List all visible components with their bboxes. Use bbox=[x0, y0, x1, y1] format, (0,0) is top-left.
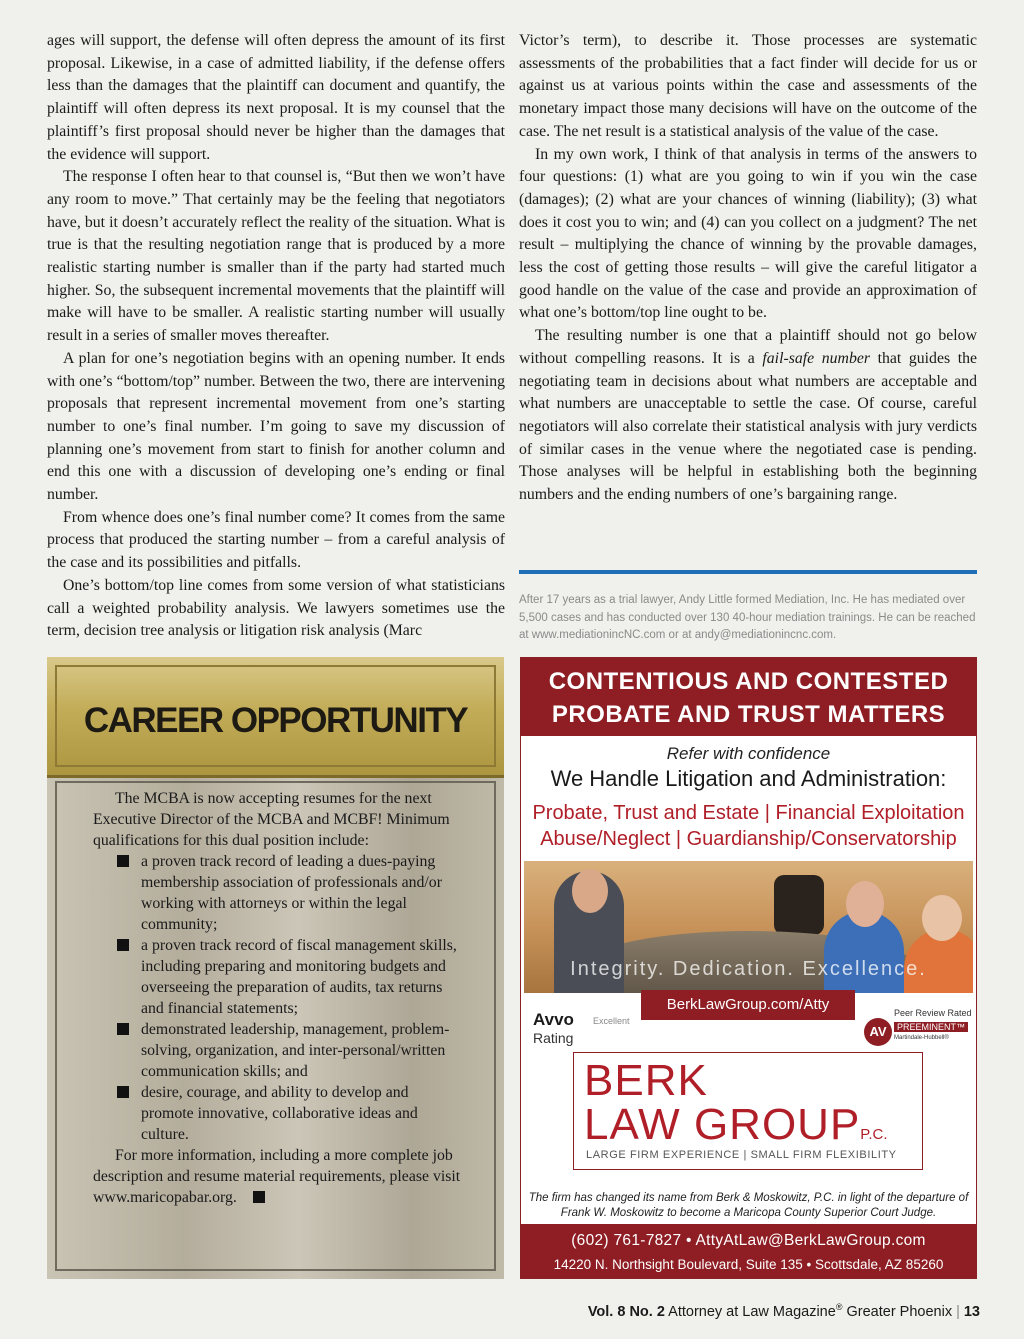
page-footer bbox=[588, 1302, 980, 1320]
martindale-label: Martindale-Hubbell® bbox=[894, 1035, 949, 1041]
article-paragraph: In my own work, I think of that analysis in terms of the answers to four questions: (1) what are you going to win if you win the case (damages); (2) what are your chances of winning (liability); (3) what does it cost you to win; and (4) can you collect on a judgment? The net result – multiplying the chance of winning by the provable damages, less the cost of getting those results – will give the careful litigator a good handle on the value of the case and provide an approximation of what one’s bottom/top line ought to be. bbox=[519, 145, 977, 322]
list-item-text: a proven track record of fiscal management skills, including preparing and monitoring budgets and overseeing the preparation of audits, tax returns and financial statements; bbox=[141, 937, 457, 1017]
ad-header-line: CONTENTIOUS AND CONTESTED bbox=[548, 668, 949, 695]
list-item-text: desire, courage, and ability to develop and promote innovative, collaborative ideas and culture. bbox=[141, 1084, 418, 1143]
left-article-column bbox=[47, 30, 505, 643]
bullet-square-icon bbox=[117, 1086, 129, 1098]
preeminent-label: PREEMINENT™ bbox=[894, 1022, 968, 1032]
text-span: that guides the negotiating team in decisions about what numbers are acceptable and what numbers are unacceptable to settle the case. Of course, careful negotiators will also correlate their statistical analysis with jury verdicts of similar cases in the venue where the negotiated case is pending. Those analyses will be helpful in establishing both the beginning numbers and the ending numbers of one’s bargaining range. bbox=[519, 349, 978, 504]
list-item bbox=[93, 935, 463, 1019]
logo-pc: P.C. bbox=[860, 1126, 888, 1143]
list-item bbox=[93, 851, 463, 935]
ad-address: 14220 N. Northsight Boulevard, Suite 135 • Scottsdale, AZ 85260 bbox=[553, 1257, 944, 1272]
avvo-excellent: Excellent bbox=[593, 1016, 630, 1026]
author-bio: After 17 years as a trial lawyer, Andy Little formed Mediation, Inc. He has mediated over 5,500 cases and has conducted over 130 40-hour mediation trainings. He can be reached at www.mediationincNC.com or at andy@mediationincnc.com. bbox=[519, 594, 976, 641]
article-paragraph: Victor’s term), to describe it. Those processes are systematic assessments of the probabilities that a fact finder will decide for us or against us at various points within the case and assessments of the monetary impact those many decisions will have on the outcome of the case. The net result is a statistical analysis of the value of the case. bbox=[519, 32, 977, 140]
article-paragraph: A plan for one’s negotiation begins with an opening number. It ends with one’s “bottom/top” number. Between the two, there are intervening proposals that represent incremental movement from one’s starting number to one’s final number. I’m going to save my discussion of planning one’s movement from start to finish for another column and end this one with a discussion of developing one’s ending or final number. bbox=[47, 349, 505, 504]
person-head bbox=[572, 869, 608, 913]
article-paragraph: ages will support, the defense will often depress the amount of its first proposal. Likewise, in a case of admitted liability, if the defense offers less than the damages that the plaintiff can document and quantify, the plaintiff will often depress its next proposal. It is my counsel that the plaintiff’s first proposal should never be higher than the damages that the evidence will support. bbox=[47, 32, 505, 163]
footer-edition: Greater Phoenix bbox=[846, 1303, 953, 1320]
list-item-text: demonstrated leadership, management, problem-solving, organization, and inter-personal/written communication skills; and bbox=[141, 1021, 450, 1080]
peer-review-text: Peer Review Rated bbox=[894, 1008, 972, 1018]
practice-line: Probate, Trust and Estate | Financial Exploitation bbox=[532, 802, 965, 824]
ad-url[interactable]: BerkLawGroup.com/Atty bbox=[641, 990, 855, 1020]
ad-header-line: PROBATE AND TRUST MATTERS bbox=[551, 701, 946, 728]
ad-name-change-note bbox=[521, 1191, 976, 1221]
berk-logo-text bbox=[584, 1056, 888, 1157]
note-line: The firm has changed its name from Berk & Moskowitz, P.C. in light of the departure of bbox=[528, 1192, 969, 1204]
person-head bbox=[846, 881, 884, 927]
text-span: The resulting number is one that a plaintiff should not go below without compelling reasons. It is a bbox=[519, 327, 977, 367]
career-title: CAREER OPPORTUNITY bbox=[83, 701, 468, 740]
career-closing bbox=[93, 1145, 463, 1208]
qualification-list bbox=[93, 851, 463, 1145]
practice-line: Abuse/Neglect | Guardianship/Conservatorship bbox=[540, 828, 957, 850]
ad-contact-bar bbox=[521, 1224, 976, 1279]
article-paragraph: One’s bottom/top line comes from some version of what statisticians call a weighted probability analysis. We lawyers sometimes use the term, decision tree analysis or litigation risk analysis (Marc bbox=[47, 576, 505, 640]
ad-refer: Refer with confidence bbox=[666, 744, 831, 763]
bullet-square-icon bbox=[117, 939, 129, 951]
career-body bbox=[93, 788, 463, 1208]
avvo-rating-label: Rating bbox=[533, 1030, 574, 1046]
logo-line-text: LAW GROUP bbox=[584, 1100, 861, 1149]
article-paragraph: From whence does one’s final number come? It comes from the same process that produced the starting number – from a careful analysis of the case and its possibilities and pitfalls. bbox=[47, 508, 505, 572]
footer-reg: ® bbox=[835, 1302, 843, 1312]
av-icon: AV bbox=[864, 1018, 892, 1046]
bullet-square-icon bbox=[117, 1023, 129, 1035]
ad-tagline: Integrity. Dedication. Excellence. bbox=[570, 958, 927, 980]
footer-volume: Vol. 8 No. 2 bbox=[587, 1303, 665, 1320]
avvo-rating-badge bbox=[533, 1010, 630, 1046]
list-item bbox=[93, 1082, 463, 1145]
berk-subtitle: LARGE FIRM EXPERIENCE | SMALL FIRM FLEXIBILITY bbox=[586, 1149, 897, 1161]
ad-photo bbox=[524, 861, 973, 993]
footer-magazine: Attorney at Law Magazine bbox=[668, 1303, 836, 1320]
career-intro: The MCBA is now accepting resumes for the next Executive Director of the MCBA and MCBF! Minimum qualifications for this dual position include: bbox=[93, 790, 450, 849]
article-paragraph bbox=[519, 325, 977, 507]
berk-law-advertisement bbox=[520, 657, 977, 1279]
ad-contact[interactable]: (602) 761-7827 • AttyAtLaw@BerkLawGroup.com bbox=[571, 1232, 926, 1249]
page-number: 13 bbox=[963, 1303, 980, 1320]
ad-practice-areas bbox=[521, 800, 976, 852]
logo-line: BERK bbox=[584, 1056, 708, 1105]
career-closing-text: For more information, including a more complete job description and resume material requirements, please visit www.maricopabar.org. bbox=[93, 1147, 461, 1206]
chair-shape bbox=[774, 875, 824, 935]
note-line: Frank W. Moskowitz to become a Maricopa County Superior Court Judge. bbox=[560, 1207, 937, 1219]
right-article-column bbox=[519, 30, 977, 507]
end-mark-icon bbox=[253, 1191, 265, 1203]
avvo-logo: Avvo bbox=[533, 1010, 574, 1029]
person-head bbox=[922, 895, 962, 941]
article-paragraph: The response I often hear to that counsel is, “But then we won’t have any room to move.” That certainly may be the feeling that negotiators have, but it doesn’t accurately reflect the reality of the situation. What is true is that the resulting negotiation range that is produced by a more realistic starting number is smaller than if the party had started much higher. So, the subsequent incremental movements that the plaintiff will make will have to be smaller. A realistic starting number will usually result in a series of smaller moves thereafter. bbox=[47, 168, 505, 345]
career-header bbox=[47, 657, 504, 778]
career-opportunity-box bbox=[47, 657, 504, 1279]
berk-logo bbox=[573, 1052, 923, 1170]
italic-term: fail-safe number bbox=[762, 349, 871, 367]
section-divider bbox=[519, 570, 977, 574]
list-item bbox=[93, 1019, 463, 1082]
ad-handle: We Handle Litigation and Administration: bbox=[550, 766, 947, 791]
bullet-square-icon bbox=[117, 855, 129, 867]
ad-header bbox=[521, 658, 976, 736]
list-item-text: a proven track record of leading a dues-paying membership association of professionals and/or working with attorneys or within the legal community; bbox=[141, 853, 442, 933]
footer-separator: | bbox=[956, 1303, 960, 1320]
